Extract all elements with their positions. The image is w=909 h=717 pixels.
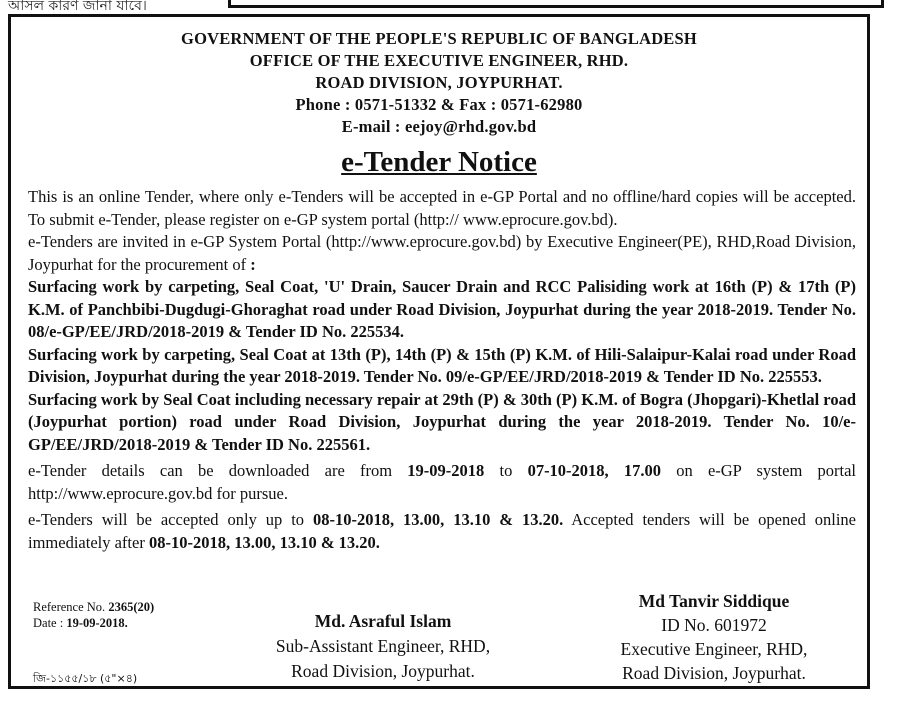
download-text-c: on e-GP system portal http://www.eprocure.gov.bd for pursue. [28,461,856,503]
header-government: GOVERNMENT OF THE PEOPLE'S REPUBLIC OF BANGLADESH [181,29,697,48]
signatory2-name: Md Tanvir Siddique [638,591,790,611]
work-item-2: Surfacing work by carpeting, Seal Coat at 13th (P), 14th (P) & 15th (P) K.M. of Hili-Salaipur-Kalai road under Road Division, Joypurhat during the year 2018-2019. Tender No. 09/e-GP/EE/JRD/2018-2019 & Tender ID No. 225553. [28,344,856,386]
opening-time: 08-10-2018, 13.00, 13.10 & 13.20. [148,532,380,552]
acceptance-paragraph [28,509,856,554]
reference-label: Reference No. [33,600,109,614]
work-item-3: Surfacing work by Seal Coat including necessary repair at 29th (P) & 30th (P) K.M. of Bogra (Jhopgari)-Khetlal road (Joypurhat portion) road under Road Division, Joypurhat during the year 2018-2019. Tender No. 10/e-GP/EE/JRD/2018-2019 & Tender ID No. 225561. [28,389,856,454]
accept-text-a: e-Tenders will be accepted only up to [28,510,313,529]
signatory2-title: Executive Engineer, RHD, [620,639,808,659]
header-phone: Phone : 0571-51332 & Fax : 0571-62980 [295,95,583,114]
reference-value: 2365(20) [108,600,155,614]
notice-header [11,28,867,138]
signatory1-title: Sub-Assistant Engineer, RHD, [275,636,491,656]
signatory-executive [589,589,839,685]
signatory2-id: ID No. 601972 [661,615,767,635]
signatory2-office: Road Division, Joypurhat. [622,663,806,683]
download-text-a: e-Tender details can be downloaded are from [28,461,408,480]
download-text-b: to [484,461,528,480]
header-email: E-mail : eejoy@rhd.gov.bd [341,117,537,136]
notice-body [11,186,867,554]
reference-block [33,599,154,631]
date-value: 19-09-2018. [66,616,128,630]
work-item-1: Surfacing work by carpeting, Seal Coat, 'U' Drain, Saucer Drain and RCC Palisiding work at 16th (P) & 17th (P) K.M. of Panchbibi-Dugdugi-Ghoraghat road under Road Division, Joypurhat during the year 2018-2019. Tender No. 08/e-GP/EE/JRD/2018-2019 & Tender ID No. 225534. [28,277,856,341]
signatory1-name: Md. Asraful Islam [314,611,452,631]
invitation-paragraph [28,231,856,276]
accept-deadline: 08-10-2018, 13.00, 13.10 & 13.20. [312,510,564,529]
download-paragraph [28,460,856,505]
header-office: OFFICE OF THE EXECUTIVE ENGINEER, RHD. [249,51,629,70]
invitation-text: e-Tenders are invited in e-GP System Portal (http://www.eprocure.gov.bd) by Executive Engineer(PE), RHD,Road Division, Joypurhat for the procurement of [28,232,856,274]
intro-paragraph: This is an online Tender, where only e-Tenders will be accepted in e-GP Portal and no offline/hard copies will be accepted. To submit e-Tender, please register on e-GP system portal (http:// www.eprocure.gov.bd). [28,187,856,229]
accept-text-b: Accepted tenders will be opened online immediately after [28,510,856,552]
fragment-text: আসল কারণ জানা যাবে। [8,0,147,14]
date-label: Date : [33,616,67,630]
previous-notice-border [228,0,884,8]
publication-code: জি-১১৫৫/১৮ (৫"×৪) [33,672,138,685]
download-from-date: 19-09-2018 [407,461,485,480]
invitation-colon: : [250,254,256,274]
tender-notice [8,14,870,689]
header-division: ROAD DIVISION, JOYPURHAT. [315,73,563,92]
reference-date [33,615,154,631]
signatory1-office: Road Division, Joypurhat. [291,661,475,681]
notice-title: e-Tender Notice [341,146,537,178]
download-to-date: 07-10-2018, 17.00 [527,461,662,480]
reference-number [33,599,154,615]
signatory-sub-assistant [253,609,513,684]
